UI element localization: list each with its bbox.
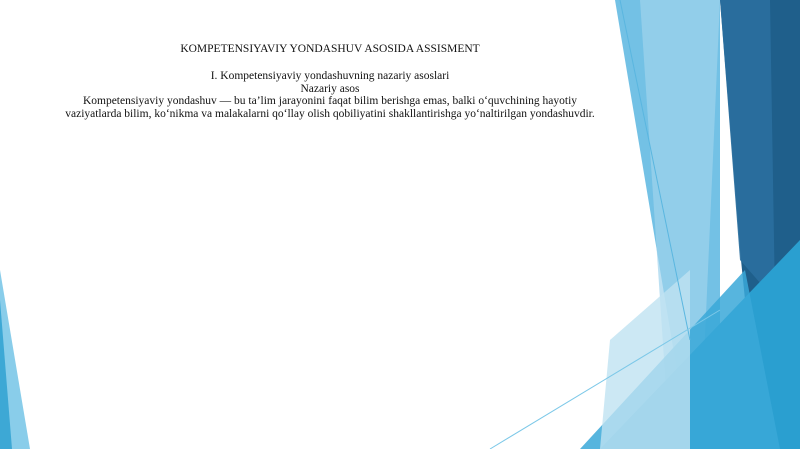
slide-text	[40, 42, 620, 120]
bottom-pale-triangle	[600, 270, 690, 449]
subheading: Nazariy asos	[300, 82, 360, 95]
slide-title: KOMPETENSIYAVIY YONDASHUV ASOSIDA ASSISMENT	[180, 43, 480, 55]
right-mid-panel	[720, 0, 775, 300]
section-heading: I. Kompetensiyaviy yondashuvning nazariy asoslari	[210, 70, 450, 82]
body-line-2: vaziyatlarda bilim, ko‘nikma va malakalarni qo‘llay olish qobiliyatini shakllantirishga yo‘naltirilgan yondashuvdir.	[65, 107, 595, 120]
body-line-1: Kompetensiyaviy yondashuv — bu ta’lim jarayonini faqat bilim berishga emas, balki o‘quvchining hayotiy	[82, 95, 578, 107]
